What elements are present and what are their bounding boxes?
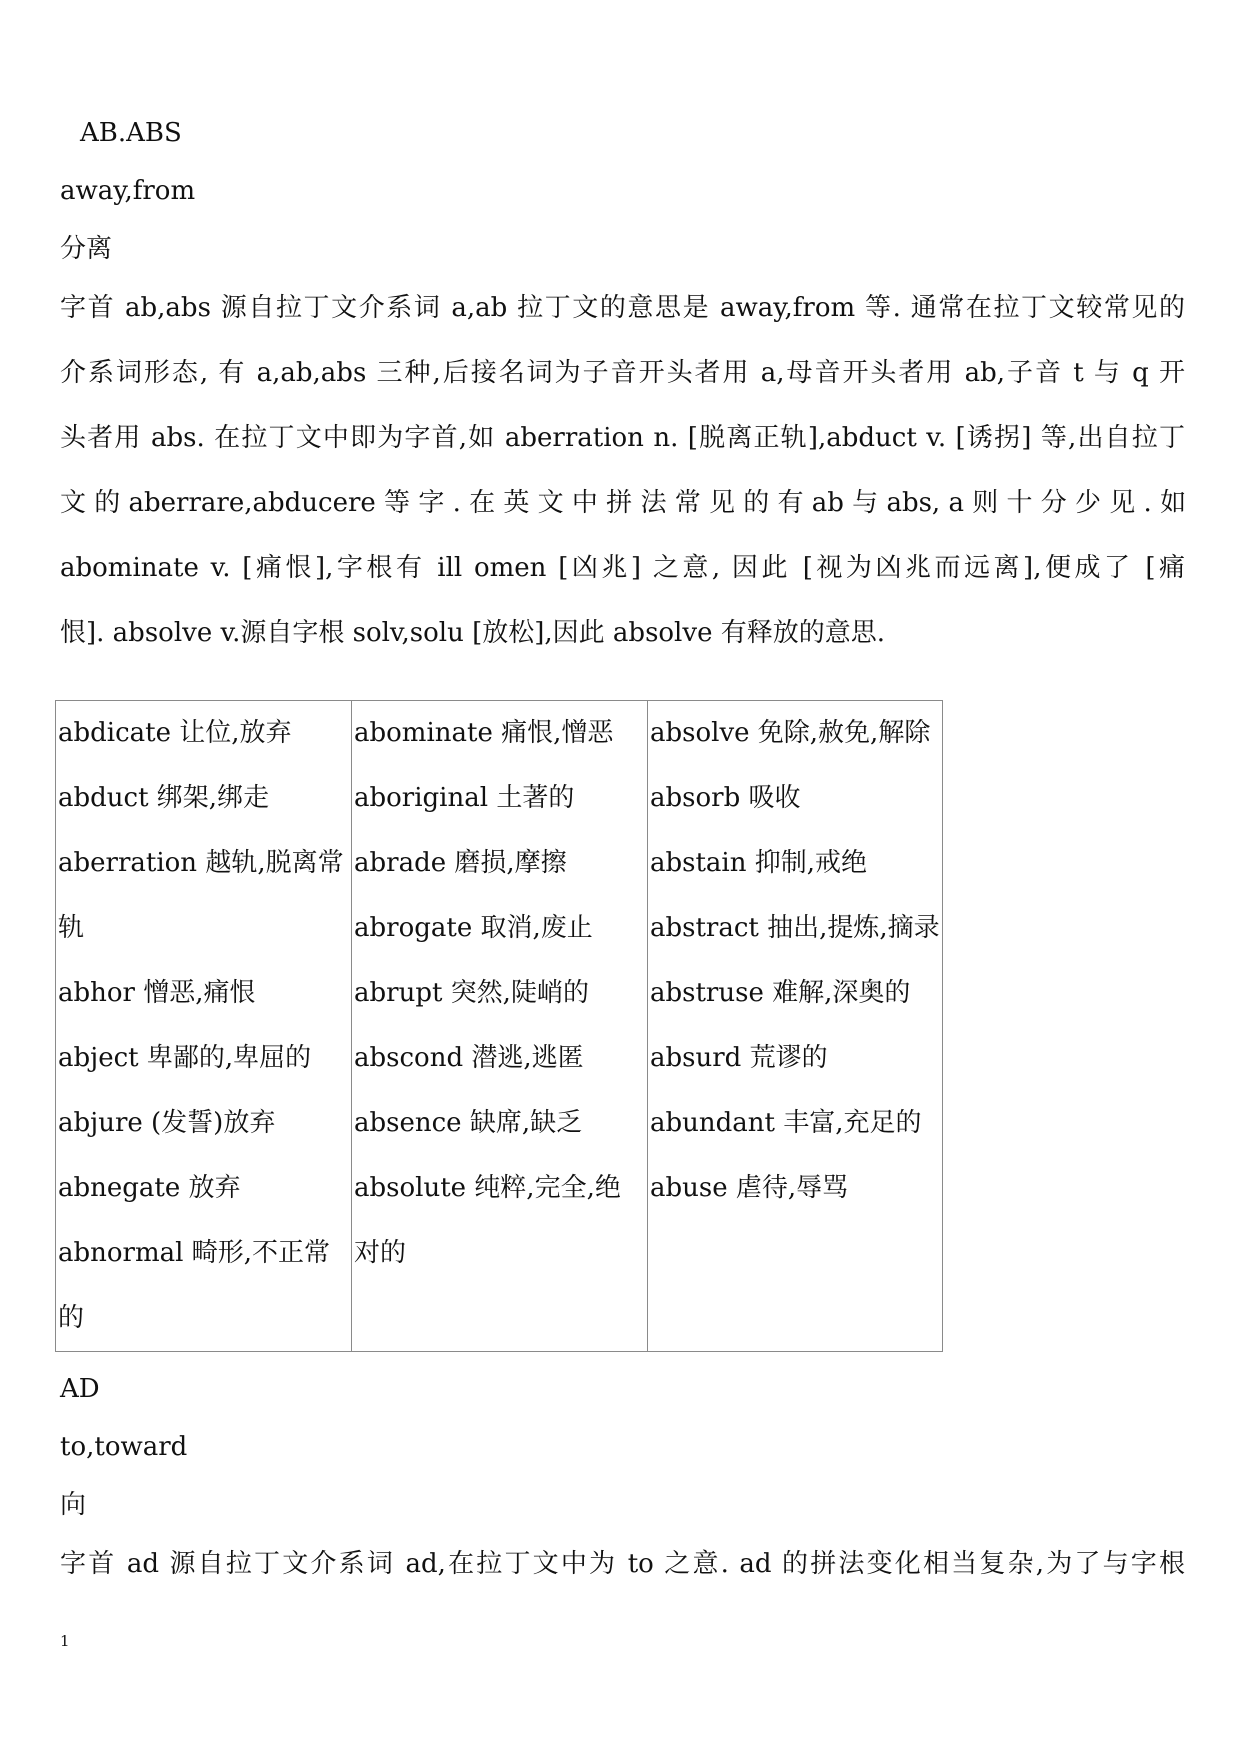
word-entry: abstruse 难解,深奥的 [650,978,911,1008]
paragraph-line: 字首 ab,abs 源自拉丁文介系词 a,ab 拉丁文的意思是 away,from 等. 通常在拉丁文较常见的 [60,293,1185,323]
word-entry: abnormal 畸形,不正常 [58,1238,330,1268]
word-entry: abject 卑鄙的,卑屈的 [58,1043,312,1073]
prefix-meaning-english: to,toward [60,1432,188,1462]
word-entry: abdicate 让位,放弃 [58,718,292,748]
prefix-meaning-chinese: 向 [60,1490,87,1520]
word-entry: absorb 吸收 [650,783,801,813]
word-entry: aboriginal 土著的 [354,783,575,813]
word-entry: abstract 抽出,提炼,摘录 [650,913,940,943]
paragraph-line: 文 的 aberrare,abducere 等 字 . 在 英 文 中 拼 法 常 见 的 有 ab 与 abs, a 则 十 分 少 见 . 如 [60,488,1187,518]
word-entry: absurd 荒谬的 [650,1043,828,1073]
paragraph-line: 字首 ad 源自拉丁文介系词 ad,在拉丁文中为 to 之意. ad 的拼法变化相当复杂,为了与字根 [60,1549,1185,1579]
table-row [56,701,943,1352]
prefix-meaning-chinese: 分离 [60,234,113,264]
page-number: 1 [60,1632,70,1650]
paragraph-line: 恨]. absolve v.源自字根 solv,solu [放松],因此 absolve 有释放的意思. [60,618,885,648]
word-entry: abduct 绑架,绑走 [58,783,270,813]
word-entry: abjure (发誓)放弃 [58,1108,276,1138]
vocabulary-column-1 [56,701,352,1352]
word-entry: abnegate 放弃 [58,1173,241,1203]
vocabulary-column-2 [352,701,648,1352]
word-entry: abrade 磨损,摩擦 [354,848,567,878]
section-heading-ad: AD [60,1374,100,1404]
prefix-meaning-english: away,from [60,176,196,206]
prefix-explanation-paragraph [60,1532,1185,1597]
word-entry: abscond 潜逃,逃匿 [354,1043,584,1073]
prefix-explanation-paragraph [60,276,1185,666]
word-entry: absence 缺席,缺乏 [354,1108,583,1138]
word-entry: abrogate 取消,废止 [354,913,593,943]
word-entry: 的 [58,1303,85,1333]
word-entry: absolute 纯粹,完全,绝 [354,1173,621,1203]
word-entry: abominate 痛恨,憎恶 [354,718,614,748]
word-entry: aberration 越轨,脱离常 [58,848,344,878]
word-entry: abstain 抑制,戒绝 [650,848,868,878]
word-entry: 轨 [58,913,85,943]
word-entry: abhor 憎恶,痛恨 [58,978,256,1008]
paragraph-line: 介系词形态, 有 a,ab,abs 三种,后接名词为子音开头者用 a,母音开头者用 ab,子音 t 与 q 开 [60,358,1185,388]
paragraph-line: 头者用 abs. 在拉丁文中即为字首,如 aberration n. [脱离正轨],abduct v. [诱拐] 等,出自拉丁 [60,423,1185,453]
word-entry: abrupt 突然,陡峭的 [354,978,589,1008]
word-entry: 对的 [354,1238,407,1268]
paragraph-line: abominate v. [痛恨],字根有 ill omen [凶兆] 之意, 因此 [视为凶兆而远离],便成了 [痛 [60,553,1185,583]
word-entry: absolve 免除,赦免,解除 [650,718,931,748]
vocabulary-table [55,700,943,1352]
word-entry: abuse 虐待,辱骂 [650,1173,849,1203]
section-heading-ab-abs: AB.ABS [80,118,182,148]
word-entry: abundant 丰富,充足的 [650,1108,922,1138]
vocabulary-column-3 [648,701,943,1352]
